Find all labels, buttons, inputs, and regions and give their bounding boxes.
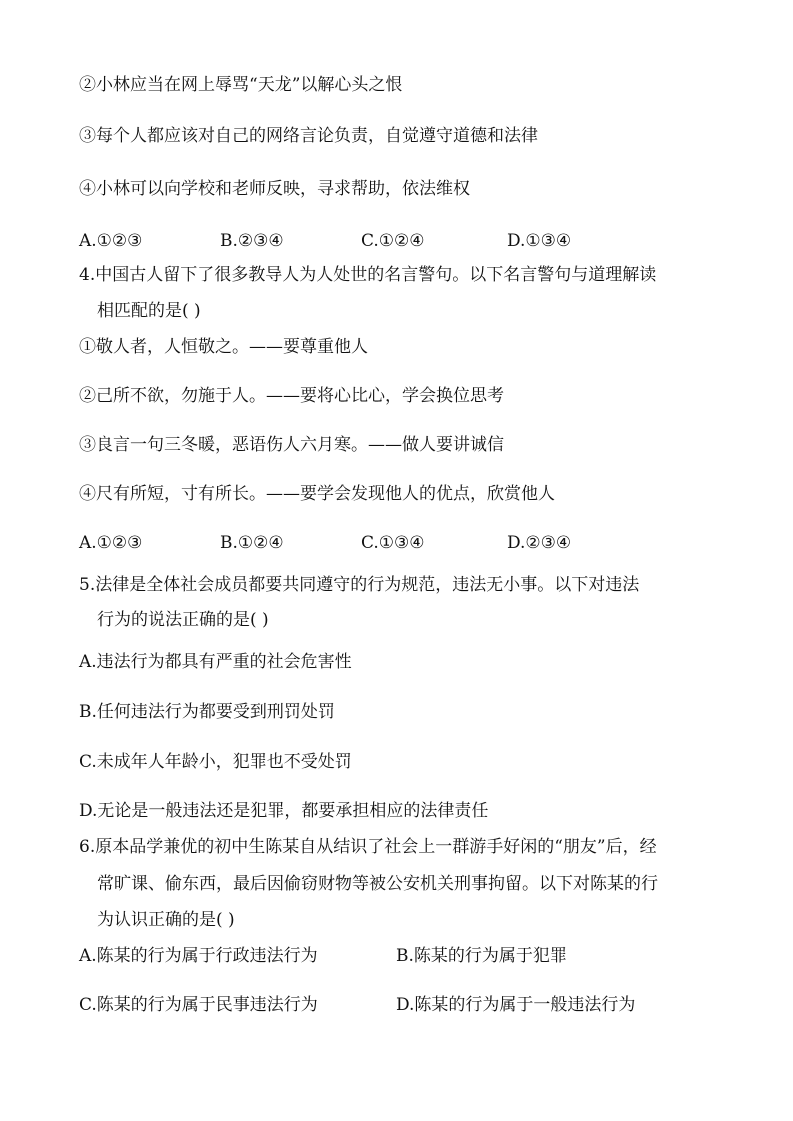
q5-stem-line-2: 行为的说法正确的是( ) — [97, 610, 269, 630]
q3-option-d: D.①③④ — [507, 231, 572, 251]
q6-stem-line-3: 为认识正确的是( ) — [97, 910, 235, 930]
q6-option-c: C.陈某的行为属于民事违法行为 — [79, 995, 318, 1015]
q3-item-4: ④小林可以向学校和老师反映，寻求帮助，依法维权 — [79, 179, 470, 199]
q5-option-a: A.违法行为都具有严重的社会危害性 — [79, 652, 352, 672]
q5-option-b: B.任何违法行为都要受到刑罚处罚 — [79, 702, 335, 722]
q5-option-d: D.无论是一般违法还是犯罪，都要承担相应的法律责任 — [79, 801, 489, 821]
q4-item-3: ③良言一句三冬暖，恶语伤人六月寒。——做人要讲诚信 — [79, 435, 504, 455]
q3-option-a: A.①②③ — [79, 231, 143, 251]
q4-stem-line-2: 相匹配的是( ) — [97, 301, 201, 321]
q6-option-a: A.陈某的行为属于行政违法行为 — [79, 946, 318, 966]
q3-item-2: ②小林应当在网上辱骂“天龙”以解心头之恨 — [79, 75, 403, 95]
q4-item-1: ①敬人者，人恒敬之。——要尊重他人 — [79, 337, 368, 357]
q3-item-3: ③每个人都应该对自己的网络言论负责，自觉遵守道德和法律 — [79, 126, 538, 146]
q6-option-d: D.陈某的行为属于一般违法行为 — [396, 995, 636, 1015]
q3-option-b: B.②③④ — [220, 231, 284, 251]
q5-option-c: C.未成年人年龄小，犯罪也不受处罚 — [79, 752, 352, 772]
q5-stem-line-1: 5.法律是全体社会成员都要共同遵守的行为规范，违法无小事。以下对违法 — [79, 575, 640, 595]
q4-item-4: ④尺有所短，寸有所长。——要学会发现他人的优点，欣赏他人 — [79, 484, 555, 504]
q6-option-b: B.陈某的行为属于犯罪 — [396, 946, 567, 966]
q4-option-c: C.①③④ — [361, 533, 425, 553]
q4-stem-line-1: 4.中国古人留下了很多教导人为人处世的名言警句。以下名言警句与道理解读 — [79, 265, 657, 285]
q6-stem-line-2: 常旷课、偷东西，最后因偷窃财物等被公安机关刑事拘留。以下对陈某的行 — [97, 874, 658, 894]
q4-item-2: ②己所不欲，勿施于人。——要将心比心，学会换位思考 — [79, 386, 504, 406]
q4-option-b: B.①②④ — [220, 533, 284, 553]
q6-stem-line-1: 6.原本品学兼优的初中生陈某自从结识了社会上一群游手好闲的“朋友”后，经 — [79, 837, 657, 857]
q4-option-a: A.①②③ — [79, 533, 143, 553]
q3-option-c: C.①②④ — [361, 231, 425, 251]
q4-option-d: D.②③④ — [507, 533, 572, 553]
